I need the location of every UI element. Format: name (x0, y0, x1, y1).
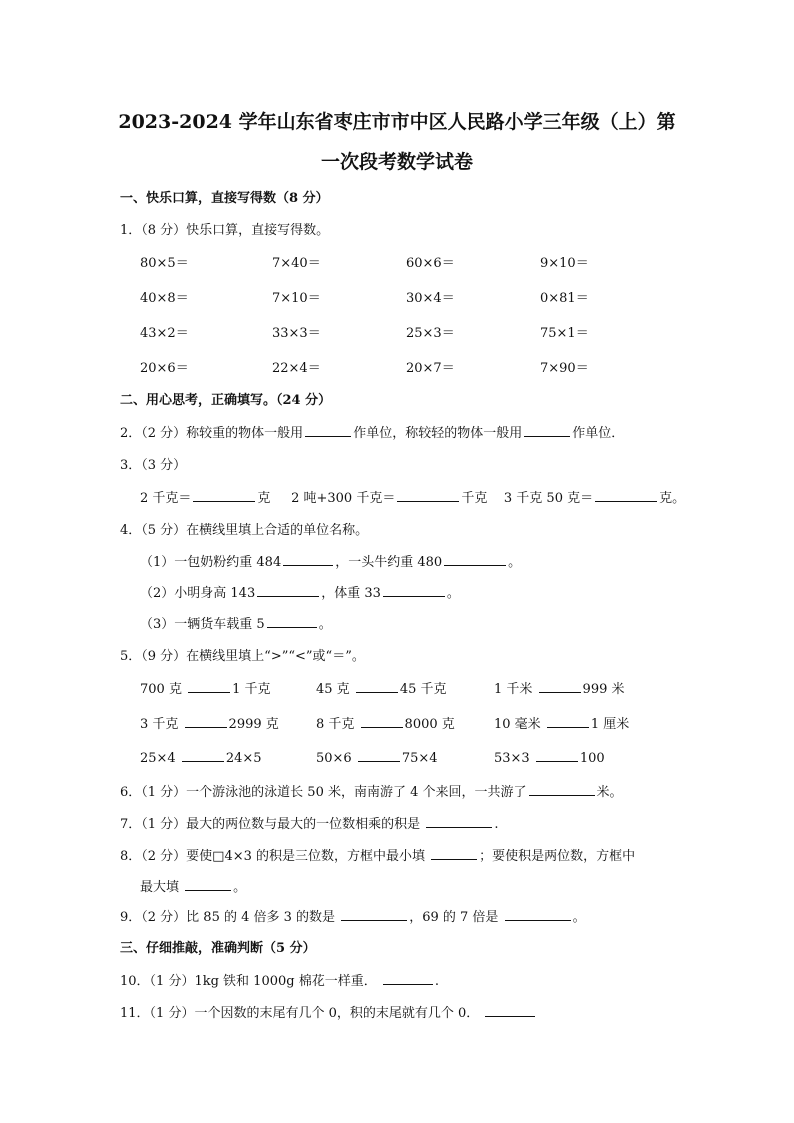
question-9 (120, 906, 586, 925)
arith-row-4 (0, 357, 794, 377)
q3-item-3: 3 千克 50 克＝ (503, 491, 594, 506)
arith-item: 30×4＝ (406, 291, 455, 306)
q3-unit-2: 千克 (461, 491, 488, 506)
answer-blank[interactable] (305, 423, 351, 437)
answer-blank[interactable] (182, 748, 224, 762)
arith-item: 43×2＝ (140, 326, 189, 341)
question-7 (120, 813, 498, 832)
answer-blank[interactable] (257, 583, 319, 597)
q2-text-b: 作单位，称较轻的物体一般用 (353, 426, 523, 441)
q8-text-b: ；要使积是两位数，方框中 (479, 849, 636, 864)
compare-item: 50×6 75×4 (316, 748, 438, 766)
compare-item: 25×4 24×5 (140, 748, 262, 766)
arith-item: 20×6＝ (140, 361, 189, 376)
q7-text-a: 7．（1 分）最大的两位数与最大的一位数相乘的积是 (120, 817, 421, 832)
arith-item: 33×3＝ (272, 326, 321, 341)
q8-text-c: 最大填 (140, 880, 180, 895)
q4-s1-text-a: （1）一包奶粉约重 484 (140, 555, 282, 570)
answer-blank[interactable] (547, 714, 589, 728)
compare-item: 700 克 1 千克 (140, 678, 271, 697)
answer-blank[interactable] (485, 1003, 535, 1017)
exam-title-line1: 2023-2024 学年山东省枣庄市市中区人民路小学三年级（上）第 (118, 111, 676, 133)
answer-blank[interactable] (358, 748, 400, 762)
question-5: 5．（9 分）在横线里填上“>”“<”或“＝”。 (120, 649, 365, 664)
question-11 (120, 1002, 537, 1021)
arith-item: 7×40＝ (272, 256, 321, 271)
answer-blank[interactable] (185, 877, 231, 891)
answer-blank[interactable] (431, 846, 477, 860)
q8-text-d: 。 (233, 880, 247, 895)
answer-blank[interactable] (426, 814, 492, 828)
q4-s1-text-c: 。 (508, 555, 522, 570)
question-1: 1．（8 分）快乐口算，直接写得数。 (120, 223, 330, 238)
arith-item: 7×10＝ (272, 291, 321, 306)
answer-blank[interactable] (505, 907, 571, 921)
arith-item: 20×7＝ (406, 361, 455, 376)
compare-item: 53×3 100 (494, 748, 605, 766)
question-4: 4．（5 分）在横线里填上合适的单位名称。 (120, 523, 369, 538)
q10-text-b: . (434, 974, 439, 989)
q3-unit-1: 克 (257, 491, 271, 506)
q4-s3-text-b: 。 (318, 617, 332, 632)
arith-item: 7×90＝ (540, 361, 589, 376)
answer-blank[interactable] (188, 679, 230, 693)
q6-text-a: 6．（1 分）一个游泳池的泳道长 50 米，南南游了 4 个来回，一共游了 (120, 785, 527, 800)
section1-heading: 一、快乐口算，直接写得数（8 分） (120, 191, 329, 206)
q9-text-a: 9．（2 分）比 85 的 4 倍多 3 的数是 (120, 910, 336, 925)
compare-item: 10 毫米 1 厘米 (494, 713, 629, 732)
q9-text-c: 。 (572, 910, 586, 925)
answer-blank[interactable] (595, 488, 657, 502)
answer-blank[interactable] (383, 971, 433, 985)
q8-text-a: 8．（2 分）要使□4×3 的积是三位数，方框中最小填 (120, 849, 426, 864)
arith-item: 75×1＝ (540, 326, 589, 341)
answer-blank[interactable] (341, 907, 407, 921)
arith-row-1 (0, 252, 794, 272)
compare-item: 8 千克 8000 克 (316, 713, 455, 732)
answer-blank[interactable] (529, 782, 595, 796)
question-8 (120, 845, 635, 864)
arith-item: 80×5＝ (140, 256, 189, 271)
q4-sub-3 (140, 613, 332, 632)
q4-sub-1 (140, 551, 521, 570)
answer-blank[interactable] (536, 748, 578, 762)
q10-text-a: 10．（1 分）1kg 铁和 1000g 棉花一样重． (120, 974, 377, 989)
q9-text-b: ，69 的 7 倍是 (409, 910, 499, 925)
arith-row-2 (0, 287, 794, 307)
exam-title-line2: 一次段考数学试卷 (320, 151, 473, 173)
q4-s3-text-a: （3）一辆货车载重 5 (140, 617, 265, 632)
question-8-cont (140, 876, 246, 895)
answer-blank[interactable] (361, 714, 403, 728)
question-2 (120, 422, 624, 441)
q3-item-2: 2 吨+300 千克＝ (291, 491, 396, 506)
answer-blank[interactable] (267, 614, 317, 628)
arith-row-3 (0, 322, 794, 342)
section2-heading: 二、用心思考，正确填写。（24 分） (120, 393, 332, 408)
q4-s2-text-b: ，体重 33 (321, 586, 381, 601)
answer-blank[interactable] (397, 488, 459, 502)
arith-item: 0×81＝ (540, 291, 589, 306)
arith-item: 60×6＝ (406, 256, 455, 271)
compare-row-2 (0, 713, 794, 733)
question-3: 3．（3 分） (120, 458, 187, 473)
compare-row-1 (0, 678, 794, 698)
answer-blank[interactable] (193, 488, 255, 502)
q4-s2-text-c: 。 (446, 586, 460, 601)
question-10 (120, 970, 439, 989)
compare-item: 3 千克 2999 克 (140, 713, 279, 732)
answer-blank[interactable] (524, 423, 570, 437)
question-6 (120, 781, 623, 800)
compare-item: 1 千米 999 米 (494, 678, 625, 697)
q6-text-b: 米。 (596, 785, 623, 800)
compare-row-3 (0, 748, 794, 768)
answer-blank[interactable] (539, 679, 581, 693)
answer-blank[interactable] (356, 679, 398, 693)
q3-unit-3: 克。 (659, 491, 686, 506)
q11-text-a: 11．（1 分）一个因数的末尾有几个 0，积的末尾就有几个 0． (120, 1006, 480, 1021)
q3-item-1: 2 千克＝ (140, 491, 192, 506)
question-3-items (140, 487, 685, 506)
q4-s1-text-b: ，一头牛约重 480 (335, 555, 443, 570)
arith-item: 25×3＝ (406, 326, 455, 341)
q7-text-b: . (494, 817, 499, 832)
q4-s2-text-a: （2）小明身高 143 (140, 586, 256, 601)
section3-heading: 三、仔细推敲，准确判断（5 分） (120, 941, 316, 956)
compare-item: 45 克 45 千克 (316, 678, 447, 697)
arith-item: 40×8＝ (140, 291, 189, 306)
q2-text-c: 作单位． (572, 426, 625, 441)
answer-blank[interactable] (185, 714, 227, 728)
answer-blank[interactable] (283, 552, 333, 566)
arith-item: 9×10＝ (540, 256, 589, 271)
answer-blank[interactable] (444, 552, 506, 566)
q2-text-a: 2．（2 分）称较重的物体一般用 (120, 426, 304, 441)
q4-sub-2 (140, 582, 460, 601)
arith-item: 22×4＝ (272, 361, 321, 376)
answer-blank[interactable] (383, 583, 445, 597)
